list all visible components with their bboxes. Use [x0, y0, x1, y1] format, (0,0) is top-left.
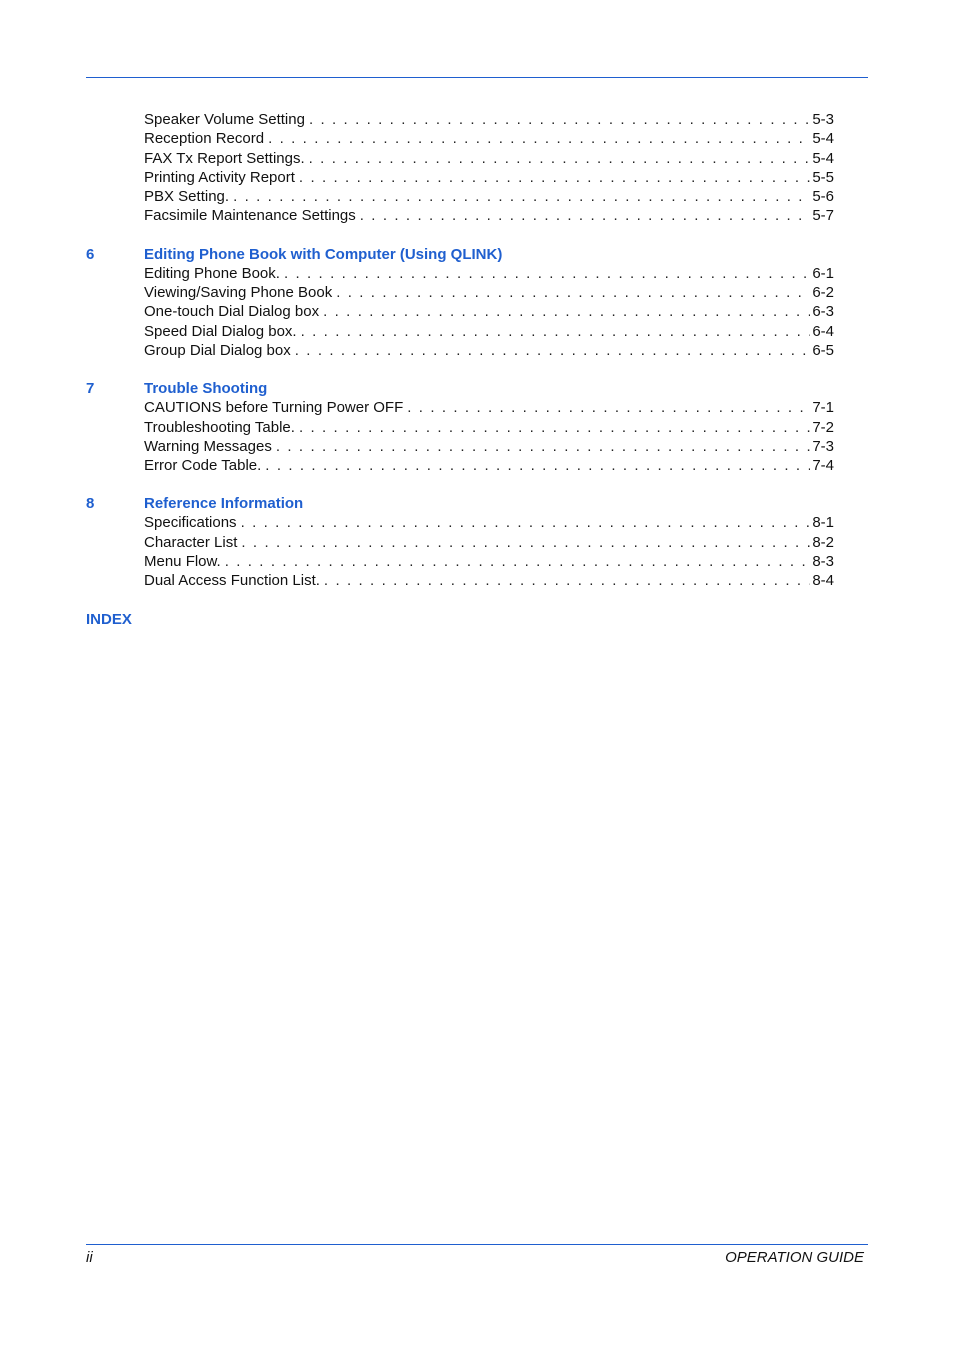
toc-section	[86, 379, 834, 475]
toc-entry-title: Menu Flow.	[144, 553, 221, 571]
toc-entry-title: One-touch Dial Dialog box	[144, 303, 320, 321]
dot-leader	[324, 571, 810, 590]
toc-entry-page: 6-3	[812, 303, 834, 321]
toc-entry-title: Dual Access Function List.	[144, 572, 320, 590]
chapter-number: 7	[86, 380, 95, 398]
toc-entry-page: 6-5	[812, 341, 834, 359]
chapter-title: Editing Phone Book with Computer (Using QLINK)	[144, 245, 503, 263]
toc-entry-title: CAUTIONS before Turning Power OFF	[144, 399, 404, 417]
toc-entry-title: Group Dial Dialog box	[144, 341, 291, 359]
toc-entry[interactable]	[86, 552, 834, 571]
toc-entry-page: 5-7	[812, 207, 834, 225]
toc-entry[interactable]	[86, 456, 834, 475]
dot-leader	[241, 513, 811, 532]
toc-entry[interactable]	[86, 322, 834, 341]
toc-entry-page: 8-1	[812, 514, 834, 532]
toc-entry-page: 5-3	[812, 111, 834, 128]
toc-entry-page: 5-4	[812, 130, 834, 148]
toc-entry-title: Facsimile Maintenance Settings	[144, 207, 356, 225]
dot-leader	[360, 206, 811, 225]
toc-entry[interactable]	[86, 129, 834, 148]
toc-entry[interactable]	[86, 264, 834, 283]
dot-leader	[268, 129, 810, 148]
toc-entry-page: 7-1	[812, 399, 834, 417]
dot-leader	[309, 110, 810, 129]
toc-entry-title: PBX Setting.	[144, 188, 230, 206]
toc-entry-title: Reception Record	[144, 130, 265, 148]
toc-entry[interactable]	[86, 110, 834, 129]
toc-section	[86, 245, 834, 360]
footer-page-number: ii	[86, 1249, 93, 1266]
dot-leader	[276, 437, 810, 456]
chapter-number: 6	[86, 245, 95, 263]
dot-leader	[323, 302, 810, 321]
footer-guide-title: OPERATION GUIDE	[725, 1249, 864, 1266]
dot-leader	[265, 456, 810, 475]
chapter-title: Reference Information	[144, 495, 304, 513]
index-link[interactable]: INDEX	[86, 610, 132, 628]
toc-entry-page: 7-4	[812, 457, 834, 475]
chapter-heading[interactable]	[86, 245, 834, 264]
chapter-heading[interactable]	[86, 494, 834, 513]
toc-entry[interactable]	[86, 283, 834, 302]
toc-entry[interactable]	[86, 149, 834, 168]
toc-entry-page: 6-2	[812, 284, 834, 302]
toc-entry[interactable]	[86, 418, 834, 437]
toc-entry-title: Troubleshooting Table.	[144, 418, 295, 436]
toc-section	[86, 110, 834, 226]
dot-leader	[301, 322, 811, 341]
dot-leader	[241, 533, 810, 552]
toc-entry-title: Speed Dial Dialog box.	[144, 322, 297, 340]
dot-leader	[284, 264, 810, 283]
dot-leader	[407, 398, 810, 417]
table-of-contents	[86, 110, 834, 629]
toc-entry[interactable]	[86, 437, 834, 456]
toc-entry[interactable]	[86, 533, 834, 552]
toc-entry[interactable]	[86, 571, 834, 590]
toc-entry[interactable]	[86, 302, 834, 321]
chapter-title: Trouble Shooting	[144, 380, 268, 398]
toc-entry-page: 7-3	[812, 437, 834, 455]
chapter-number: 8	[86, 495, 95, 513]
dot-leader	[225, 552, 811, 571]
toc-entry-page: 5-6	[812, 188, 834, 206]
toc-entry-title: Editing Phone Book.	[144, 264, 280, 282]
toc-entry-page: 8-2	[812, 533, 834, 551]
toc-entry-title: Speaker Volume Setting	[144, 111, 305, 128]
toc-entry[interactable]	[86, 398, 834, 417]
dot-leader	[233, 187, 810, 206]
toc-entry-title: Error Code Table.	[144, 457, 262, 475]
toc-entry[interactable]	[86, 187, 834, 206]
dot-leader	[309, 149, 811, 168]
toc-entry-title: Printing Activity Report	[144, 168, 295, 186]
dot-leader	[295, 341, 811, 360]
footer-rule	[86, 1244, 868, 1245]
toc-section	[86, 494, 834, 590]
toc-entry[interactable]	[86, 168, 834, 187]
toc-entry-title: Viewing/Saving Phone Book	[144, 284, 333, 302]
toc-entry-page: 7-2	[812, 418, 834, 436]
toc-entry-page: 6-4	[812, 322, 834, 340]
toc-entry-page: 8-4	[812, 572, 834, 590]
toc-entry-title: Warning Messages	[144, 437, 272, 455]
toc-entry-page: 5-5	[812, 168, 834, 186]
toc-entry[interactable]	[86, 206, 834, 225]
toc-entry[interactable]	[86, 341, 834, 360]
header-rule	[86, 77, 868, 78]
dot-leader	[299, 418, 810, 437]
toc-entry-title: Character List	[144, 533, 238, 551]
toc-entry-title: Specifications	[144, 514, 237, 532]
toc-entry-title: FAX Tx Report Settings.	[144, 149, 305, 167]
toc-entry[interactable]	[86, 513, 834, 532]
toc-entry-page: 8-3	[812, 553, 834, 571]
dot-leader	[299, 168, 810, 187]
toc-entry-page: 6-1	[812, 264, 834, 282]
toc-entry-page: 5-4	[812, 149, 834, 167]
chapter-heading[interactable]	[86, 379, 834, 398]
dot-leader	[336, 283, 810, 302]
